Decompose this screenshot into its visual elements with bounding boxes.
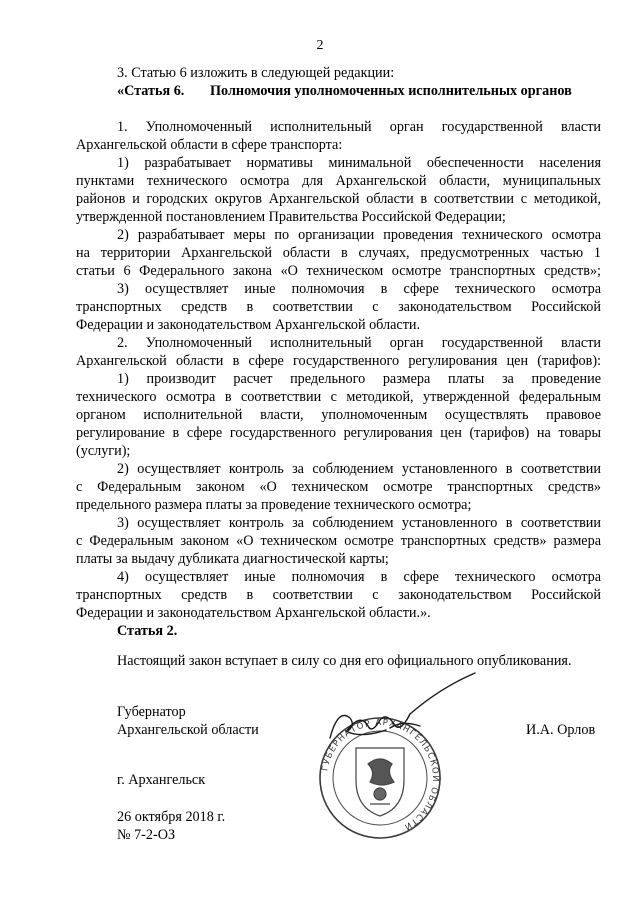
- law-number: № 7-2-ОЗ: [117, 827, 176, 843]
- text-line: органом исполнительной власти, уполномоченным осуществлять правовое: [76, 407, 601, 423]
- text-line: статьи 6 Федерального закона «О техническом осмотре транспортных средств»;: [76, 263, 601, 279]
- date: 26 октября 2018 г.: [117, 809, 226, 825]
- text-line: Федерации и законодательством Архангельской области.».: [76, 605, 431, 621]
- text-line: платы за выдачу дубликата диагностической карты;: [76, 551, 389, 567]
- text-line: Федерации и законодательством Архангельской области.: [76, 317, 421, 333]
- text-line: 1) разрабатывает нормативы минимальной обеспеченности населения: [117, 155, 601, 171]
- signatory-position-line1: Губернатор: [117, 704, 186, 720]
- text-line: с Федеральным законом «О техническом осмотре транспортных средств»: [76, 479, 601, 495]
- text-line: предельного размера платы за проведение технического осмотра;: [76, 497, 472, 513]
- text-line: районов и городских округов Архангельской области в соответствии с методикой,: [76, 191, 601, 207]
- text-line: Архангельской области в сфере транспорта:: [76, 137, 343, 153]
- text-line: технического осмотра в соответствии с методикой, утвержденной федеральным: [76, 389, 601, 405]
- text-line: с Федеральным законом «О техническом осмотре транспортных средств» размера: [76, 533, 601, 549]
- text-line: 2) осуществляет контроль за соблюдением установленного в соответствии: [117, 461, 601, 477]
- official-seal: [320, 718, 442, 838]
- page-number: 2: [316, 38, 324, 53]
- text-line: 2) разрабатывает меры по организации проведения технического осмотра: [117, 227, 601, 243]
- text-line: 2. Уполномоченный исполнительный орган государственной власти: [117, 335, 601, 351]
- text-line: транспортных средств в соответствии с законодательством Российской: [76, 299, 601, 315]
- amendment-intro: 3. Статью 6 изложить в следующей редакции:: [117, 65, 395, 81]
- text-line: 1. Уполномоченный исполнительный орган государственной власти: [117, 119, 601, 135]
- seal-and-signature: [290, 668, 500, 858]
- text-line: утвержденной постановлением Правительства Российской Федерации;: [76, 209, 506, 225]
- text-line: Архангельской области в сфере государственного регулирования цен (тарифов):: [76, 353, 601, 369]
- signatory-name: И.А. Орлов: [526, 722, 596, 738]
- text-line: на территории Архангельской области в случаях, предусмотренных частью 1: [76, 245, 601, 261]
- svg-text:ГУБЕРНАТОР АРХАНГЕЛЬСКОЙ ОБЛАС: ГУБЕРНАТОР АРХАНГЕЛЬСКОЙ ОБЛАСТИ: [320, 717, 441, 832]
- text-line: регулирование в сфере государственного регулирования цен (тарифов) на товары: [76, 425, 601, 441]
- text-line: 3) осуществляет контроль за соблюдением установленного в соответствии: [117, 515, 601, 531]
- text-line: пунктами технического осмотра для Архангельской области, муниципальных: [76, 173, 601, 189]
- article-2-title: Статья 2.: [117, 623, 178, 639]
- coat-of-arms-icon: [356, 748, 404, 816]
- text-line: 3) осуществляет иные полномочия в сфере технического осмотра: [117, 281, 601, 297]
- text-line: (услуги);: [76, 443, 131, 459]
- signatory-position-line2: Архангельской области: [117, 722, 259, 738]
- text-line: транспортных средств в соответствии с законодательством Российской: [76, 587, 601, 603]
- article-2-text: Настоящий закон вступает в силу со дня его официального опубликования.: [117, 653, 572, 669]
- article-6-number: «Статья 6.: [117, 83, 185, 99]
- text-line: 1) производит расчет предельного размера платы за проведение: [117, 371, 601, 387]
- place: г. Архангельск: [117, 772, 206, 788]
- text-line: 4) осуществляет иные полномочия в сфере технического осмотра: [117, 569, 601, 585]
- article-6-title: Полномочия уполномоченных исполнительных органов: [210, 83, 572, 99]
